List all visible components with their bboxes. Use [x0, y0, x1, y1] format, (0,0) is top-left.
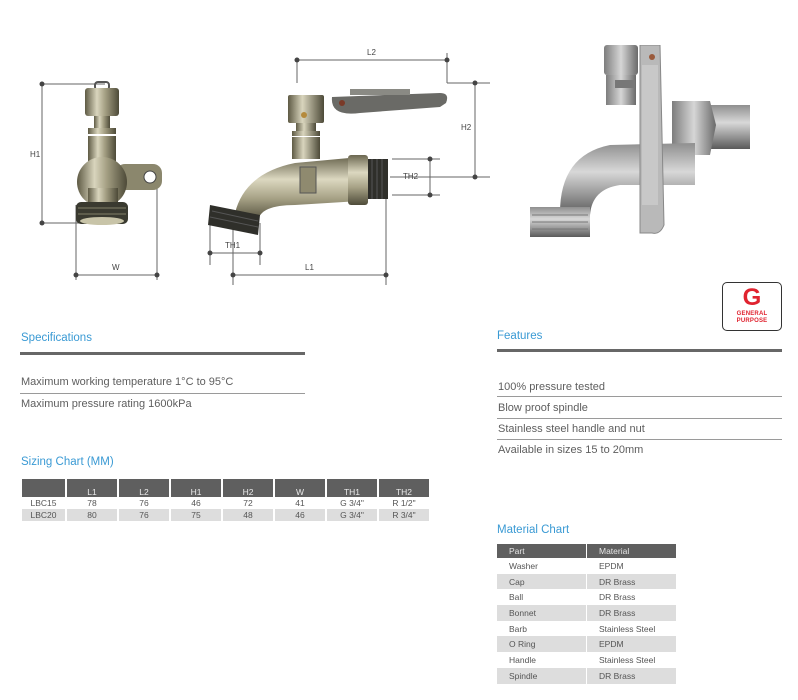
material-row: [497, 558, 676, 574]
sizing-header-cell: [22, 479, 65, 497]
material-row: [497, 574, 676, 590]
sizing-cell: 46: [191, 498, 201, 508]
specifications-title: Specifications: [21, 332, 92, 344]
sizing-header-cell: H2: [223, 479, 273, 497]
material-part-cell: Bonnet: [497, 605, 586, 621]
material-row: [497, 652, 676, 668]
material-row: [497, 668, 676, 684]
material-row: [497, 605, 676, 621]
sizing-cell: 78: [87, 498, 97, 508]
dimension-label-l1: L1: [305, 263, 314, 272]
material-value-cell: DR Brass: [587, 668, 676, 684]
feature-row-divider: [497, 439, 782, 440]
badge-line-1: GENERAL: [736, 311, 768, 317]
material-row: [497, 621, 676, 637]
material-chart-title: Material Chart: [497, 524, 570, 536]
feature-row-divider: [497, 418, 782, 419]
material-header-material: Material: [587, 544, 676, 558]
material-part-cell: Ball: [509, 592, 524, 603]
tap-front-drawing: [30, 70, 170, 280]
feature-item: 100% pressure tested: [498, 381, 606, 393]
feature-item: Stainless steel handle and nut: [498, 423, 645, 435]
feature-row-divider: [497, 396, 782, 397]
front-view-diagram: [30, 70, 170, 280]
material-value-cell: DR Brass: [587, 605, 676, 621]
sizing-cell: R 1/2": [392, 498, 416, 508]
sizing-cell: LBC20: [22, 509, 65, 521]
features-title: Features: [497, 330, 543, 342]
sizing-cell: 75: [171, 509, 221, 521]
sizing-header-cell: L1: [67, 479, 117, 497]
sizing-header-cell: TH1: [327, 479, 377, 497]
dimension-label-th1: TH1: [225, 241, 241, 250]
sizing-cell: 80: [67, 509, 117, 521]
sizing-header-cell: H1: [171, 479, 221, 497]
badge-letter: G: [742, 284, 762, 311]
sizing-cell: 48: [223, 509, 273, 521]
sizing-chart-table: [20, 479, 431, 521]
material-row: [497, 589, 676, 605]
side-view-diagram: [200, 45, 490, 285]
sizing-cell: 72: [243, 498, 253, 508]
dimension-label-h2: H2: [461, 123, 472, 132]
sizing-header-cell: W: [275, 479, 325, 497]
material-header-row: [497, 544, 676, 558]
material-part-cell: Washer: [509, 560, 538, 571]
product-photo: [520, 45, 750, 245]
sizing-cell: G 3/4": [340, 498, 364, 508]
feature-item: Available in sizes 15 to 20mm: [498, 444, 644, 456]
sizing-cell: 76: [139, 498, 149, 508]
sizing-header-cell: L2: [119, 479, 169, 497]
sizing-cell: R 3/4": [379, 509, 429, 521]
tap-side-drawing: [200, 45, 490, 285]
dimension-label-h1: H1: [30, 150, 41, 159]
material-part-cell: Barb: [509, 623, 527, 634]
badge-line-2: PURPOSE: [736, 317, 768, 324]
spec-item-temperature: Maximum working temperature 1°C to 95°C: [21, 376, 234, 388]
spec-item-pressure: Maximum pressure rating 1600kPa: [21, 398, 192, 410]
sizing-cell: 41: [295, 498, 305, 508]
dimension-label-th2: TH2: [403, 172, 419, 181]
material-part-cell: Cap: [497, 574, 586, 590]
sizing-cell: LBC15: [30, 498, 57, 508]
material-value-cell: EPDM: [599, 560, 624, 571]
material-value-cell: Stainless Steel: [599, 623, 656, 634]
sizing-cell: G 3/4": [327, 509, 377, 521]
sizing-row-lbc20: [22, 509, 429, 521]
general-purpose-badge: [722, 282, 782, 331]
material-value-cell: DR Brass: [599, 592, 636, 603]
material-part-cell: Spindle: [497, 668, 586, 684]
specifications-divider: [20, 352, 305, 355]
material-value-cell: EPDM: [587, 636, 676, 652]
dimension-label-l2: L2: [367, 48, 376, 57]
sizing-header-row: [22, 479, 429, 497]
feature-item: Blow proof spindle: [498, 402, 588, 414]
sizing-chart-title: Sizing Chart (MM): [21, 456, 114, 468]
material-row: [497, 636, 676, 652]
material-chart-table: [496, 544, 677, 684]
material-header-part: Part: [497, 544, 586, 558]
material-value-cell: DR Brass: [587, 574, 676, 590]
material-part-cell: Handle: [509, 654, 536, 665]
sizing-header-cell: TH2: [379, 479, 429, 497]
features-divider: [497, 349, 782, 352]
sizing-cell: 76: [119, 509, 169, 521]
material-value-cell: Stainless Steel: [599, 654, 656, 665]
dimension-label-w: W: [112, 263, 120, 272]
spec-row-divider: [20, 393, 305, 394]
sizing-cell: 46: [275, 509, 325, 521]
material-part-cell: O Ring: [497, 636, 586, 652]
tap-photo-image: [520, 45, 750, 245]
sizing-row-lbc15: [22, 497, 429, 509]
